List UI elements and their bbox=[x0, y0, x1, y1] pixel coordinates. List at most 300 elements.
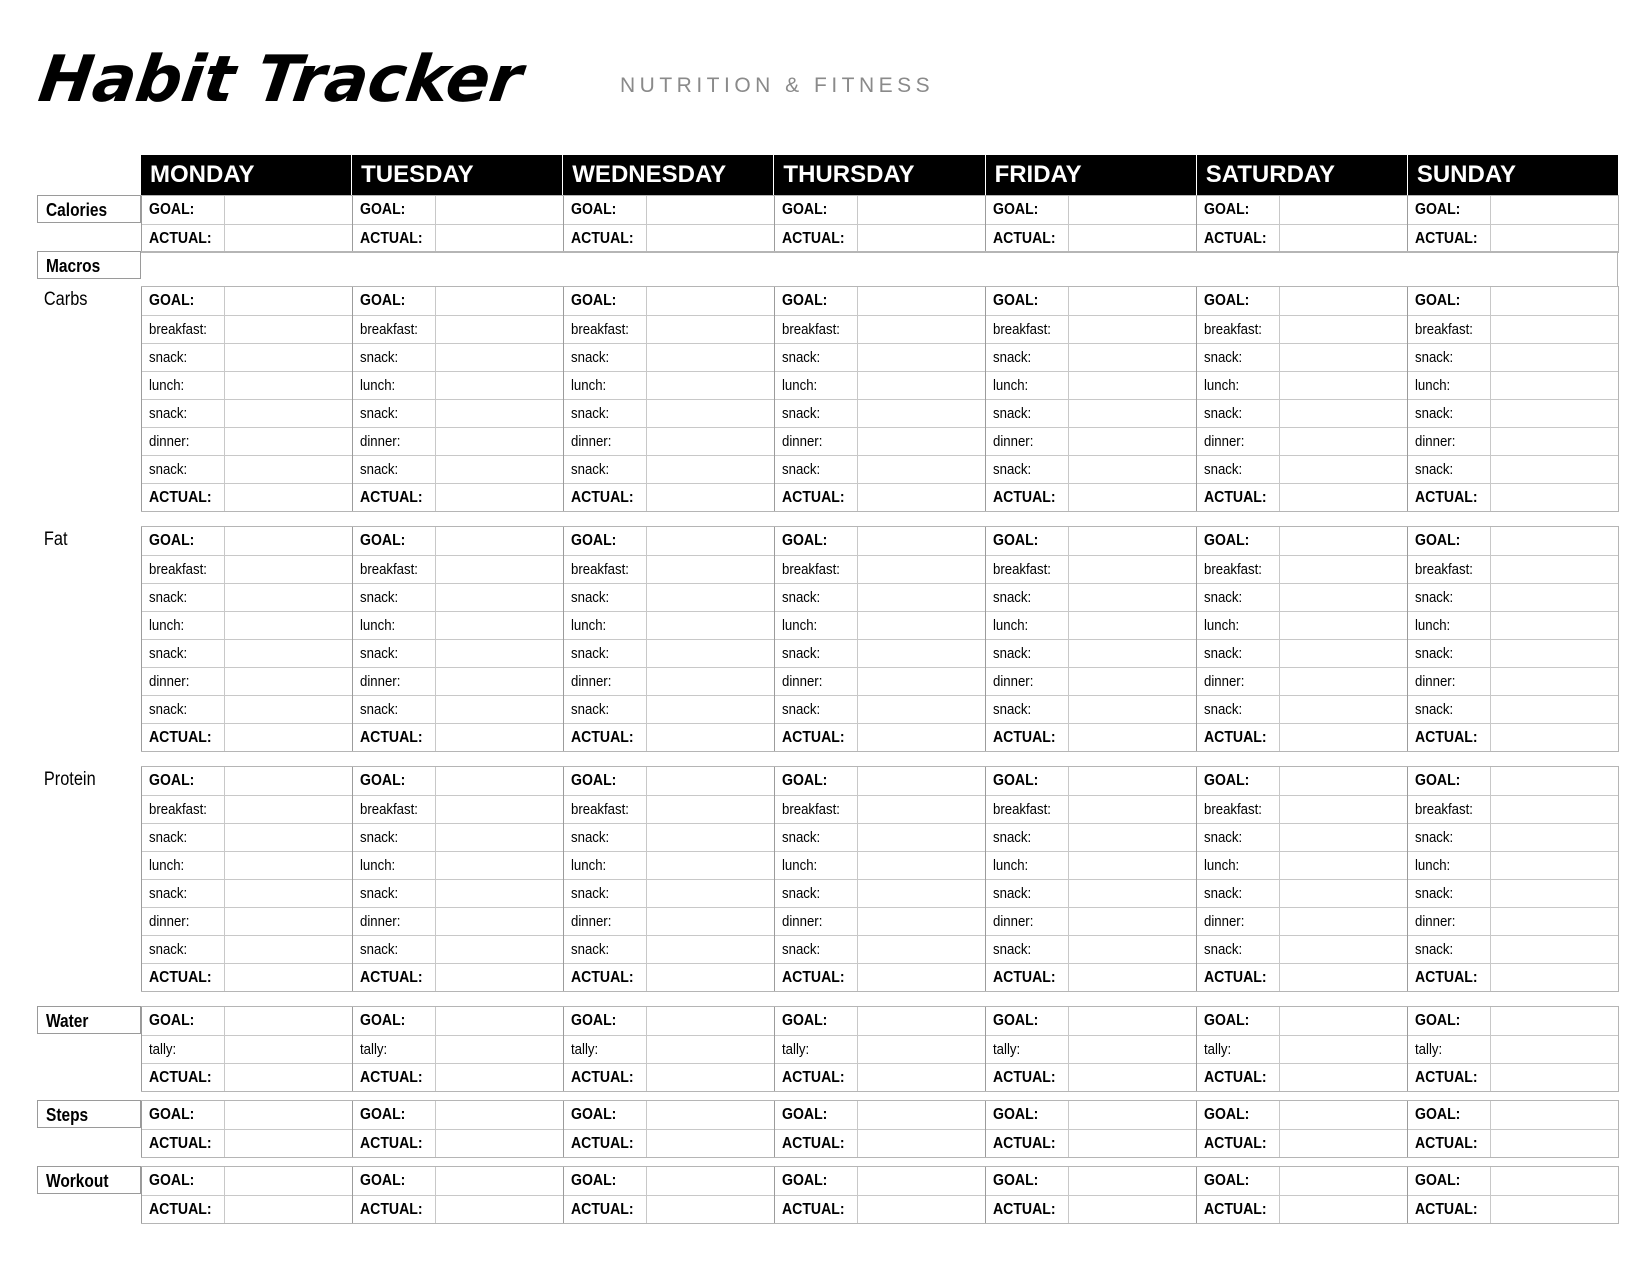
entry-cell[interactable] bbox=[1069, 1167, 1196, 1195]
entry-cell[interactable] bbox=[647, 372, 774, 399]
entry-cell[interactable] bbox=[225, 584, 352, 611]
entry-cell[interactable] bbox=[1280, 428, 1407, 455]
entry-cell[interactable] bbox=[647, 1196, 774, 1223]
entry-row-snack bbox=[775, 455, 985, 483]
entry-cell[interactable] bbox=[647, 852, 774, 879]
entry-cell[interactable] bbox=[436, 767, 563, 795]
entry-cell[interactable] bbox=[858, 612, 985, 639]
row-label-actual bbox=[1408, 225, 1491, 252]
row-label-snack bbox=[775, 936, 858, 963]
entry-row-snack bbox=[353, 935, 563, 963]
entry-cell[interactable] bbox=[436, 225, 563, 252]
entry-cell[interactable] bbox=[647, 584, 774, 611]
day-column-sunday bbox=[1407, 287, 1618, 511]
entry-cell[interactable] bbox=[1069, 1036, 1196, 1063]
entry-cell[interactable] bbox=[647, 767, 774, 795]
entry-cell[interactable] bbox=[1280, 1196, 1407, 1223]
entry-cell[interactable] bbox=[1069, 724, 1196, 751]
entry-cell[interactable] bbox=[1491, 767, 1618, 795]
entry-row-goal bbox=[775, 1007, 985, 1035]
entry-cell[interactable] bbox=[436, 880, 563, 907]
row-label-text: GOAL: bbox=[571, 1106, 617, 1123]
entry-row-snack bbox=[986, 823, 1196, 851]
row-label-text: dinner: bbox=[782, 433, 823, 450]
entry-cell[interactable] bbox=[858, 964, 985, 991]
entry-cell[interactable] bbox=[225, 964, 352, 991]
entry-cell[interactable] bbox=[225, 372, 352, 399]
entry-cell[interactable] bbox=[1280, 400, 1407, 427]
entry-cell[interactable] bbox=[1280, 1036, 1407, 1063]
entry-cell[interactable] bbox=[225, 316, 352, 343]
entry-cell[interactable] bbox=[1491, 1036, 1618, 1063]
entry-row-goal bbox=[353, 1101, 563, 1129]
entry-cell[interactable] bbox=[1491, 696, 1618, 723]
row-label-actual bbox=[1408, 1196, 1491, 1223]
entry-cell[interactable] bbox=[1491, 527, 1618, 555]
entry-cell[interactable] bbox=[1491, 936, 1618, 963]
entry-cell[interactable] bbox=[1491, 612, 1618, 639]
entry-cell[interactable] bbox=[1280, 668, 1407, 695]
section-grid-steps bbox=[141, 1100, 1619, 1158]
entry-cell[interactable] bbox=[1280, 372, 1407, 399]
entry-cell[interactable] bbox=[858, 1036, 985, 1063]
entry-cell[interactable] bbox=[436, 1130, 563, 1157]
entry-cell[interactable] bbox=[647, 225, 774, 252]
entry-cell[interactable] bbox=[858, 668, 985, 695]
entry-cell[interactable] bbox=[436, 1064, 563, 1091]
entry-cell[interactable] bbox=[647, 724, 774, 751]
row-label-text: ACTUAL: bbox=[993, 489, 1056, 506]
entry-cell[interactable] bbox=[436, 724, 563, 751]
entry-cell[interactable] bbox=[436, 1167, 563, 1195]
entry-cell[interactable] bbox=[225, 344, 352, 371]
entry-cell[interactable] bbox=[1069, 964, 1196, 991]
entry-cell[interactable] bbox=[436, 428, 563, 455]
entry-cell[interactable] bbox=[1491, 1167, 1618, 1195]
entry-cell[interactable] bbox=[225, 196, 352, 224]
entry-cell[interactable] bbox=[1491, 640, 1618, 667]
row-label-text: snack: bbox=[1415, 701, 1454, 718]
entry-cell[interactable] bbox=[225, 484, 352, 511]
entry-cell[interactable] bbox=[225, 1196, 352, 1223]
entry-cell[interactable] bbox=[858, 796, 985, 823]
entry-cell[interactable] bbox=[647, 824, 774, 851]
entry-cell[interactable] bbox=[858, 196, 985, 224]
row-label-text: GOAL: bbox=[782, 292, 828, 309]
entry-cell[interactable] bbox=[436, 1007, 563, 1035]
entry-cell[interactable] bbox=[1069, 556, 1196, 583]
entry-row-breakfast bbox=[986, 795, 1196, 823]
entry-cell[interactable] bbox=[1069, 767, 1196, 795]
entry-cell[interactable] bbox=[1491, 908, 1618, 935]
entry-cell[interactable] bbox=[436, 936, 563, 963]
entry-cell[interactable] bbox=[858, 584, 985, 611]
entry-cell[interactable] bbox=[1491, 456, 1618, 483]
entry-cell[interactable] bbox=[1491, 1064, 1618, 1091]
entry-cell[interactable] bbox=[1069, 796, 1196, 823]
row-label-breakfast bbox=[353, 556, 436, 583]
entry-cell[interactable] bbox=[647, 880, 774, 907]
row-label-text: breakfast: bbox=[1415, 801, 1473, 818]
entry-cell[interactable] bbox=[1069, 1064, 1196, 1091]
entry-cell[interactable] bbox=[1069, 527, 1196, 555]
row-label-snack bbox=[1197, 400, 1280, 427]
entry-cell[interactable] bbox=[1069, 372, 1196, 399]
entry-cell[interactable] bbox=[1280, 1064, 1407, 1091]
entry-cell[interactable] bbox=[436, 668, 563, 695]
entry-cell[interactable] bbox=[225, 668, 352, 695]
row-label-text: snack: bbox=[993, 829, 1032, 846]
entry-cell[interactable] bbox=[858, 696, 985, 723]
entry-cell[interactable] bbox=[436, 1036, 563, 1063]
entry-cell[interactable] bbox=[1069, 852, 1196, 879]
entry-cell[interactable] bbox=[1069, 696, 1196, 723]
entry-cell[interactable] bbox=[647, 1130, 774, 1157]
entry-cell[interactable] bbox=[436, 196, 563, 224]
day-column-saturday bbox=[1196, 1101, 1407, 1157]
entry-cell[interactable] bbox=[858, 556, 985, 583]
entry-row-actual bbox=[775, 963, 985, 991]
row-label-text: snack: bbox=[782, 885, 821, 902]
entry-cell[interactable] bbox=[1280, 1130, 1407, 1157]
entry-row-lunch bbox=[1408, 851, 1618, 879]
entry-cell[interactable] bbox=[1280, 196, 1407, 224]
entry-cell[interactable] bbox=[1069, 640, 1196, 667]
entry-cell[interactable] bbox=[1491, 225, 1618, 252]
entry-cell[interactable] bbox=[436, 527, 563, 555]
entry-cell[interactable] bbox=[225, 880, 352, 907]
entry-cell[interactable] bbox=[858, 767, 985, 795]
entry-cell[interactable] bbox=[1491, 1130, 1618, 1157]
entry-row-tally bbox=[986, 1035, 1196, 1063]
entry-row-snack bbox=[142, 639, 352, 667]
row-label-text: snack: bbox=[782, 941, 821, 958]
day-column-wednesday bbox=[563, 1007, 774, 1091]
row-label-snack bbox=[1408, 456, 1491, 483]
row-label-lunch bbox=[986, 612, 1069, 639]
entry-cell[interactable] bbox=[858, 724, 985, 751]
section-label-calories bbox=[37, 195, 141, 223]
entry-cell[interactable] bbox=[1491, 344, 1618, 371]
entry-cell[interactable] bbox=[858, 1007, 985, 1035]
entry-cell[interactable] bbox=[858, 640, 985, 667]
entry-cell[interactable] bbox=[858, 1101, 985, 1129]
entry-cell[interactable] bbox=[1491, 852, 1618, 879]
entry-cell[interactable] bbox=[1069, 400, 1196, 427]
entry-cell[interactable] bbox=[1280, 456, 1407, 483]
entry-cell[interactable] bbox=[225, 824, 352, 851]
entry-cell[interactable] bbox=[1069, 1196, 1196, 1223]
entry-cell[interactable] bbox=[858, 824, 985, 851]
entry-cell[interactable] bbox=[225, 640, 352, 667]
entry-cell[interactable] bbox=[1069, 225, 1196, 252]
entry-cell[interactable] bbox=[1491, 428, 1618, 455]
entry-cell[interactable] bbox=[858, 1064, 985, 1091]
entry-cell[interactable] bbox=[1491, 724, 1618, 751]
row-label-text: ACTUAL: bbox=[782, 729, 845, 746]
entry-cell[interactable] bbox=[858, 287, 985, 315]
entry-cell[interactable] bbox=[647, 796, 774, 823]
entry-cell[interactable] bbox=[225, 287, 352, 315]
entry-cell[interactable] bbox=[1491, 964, 1618, 991]
entry-cell[interactable] bbox=[225, 936, 352, 963]
entry-cell[interactable] bbox=[1069, 936, 1196, 963]
entry-cell[interactable] bbox=[1491, 796, 1618, 823]
entry-cell[interactable] bbox=[647, 640, 774, 667]
entry-cell[interactable] bbox=[436, 1196, 563, 1223]
day-header-monday: MONDAY bbox=[150, 161, 255, 188]
entry-cell[interactable] bbox=[1491, 196, 1618, 224]
entry-cell[interactable] bbox=[1491, 824, 1618, 851]
entry-cell[interactable] bbox=[1069, 344, 1196, 371]
entry-cell[interactable] bbox=[436, 612, 563, 639]
entry-row-tally bbox=[142, 1035, 352, 1063]
entry-cell[interactable] bbox=[225, 428, 352, 455]
entry-cell[interactable] bbox=[1280, 908, 1407, 935]
entry-cell[interactable] bbox=[436, 556, 563, 583]
entry-cell[interactable] bbox=[1280, 696, 1407, 723]
entry-cell[interactable] bbox=[647, 196, 774, 224]
row-label-goal bbox=[564, 287, 647, 315]
row-label-breakfast bbox=[142, 316, 225, 343]
entry-cell[interactable] bbox=[647, 1167, 774, 1195]
entry-cell[interactable] bbox=[647, 936, 774, 963]
entry-cell[interactable] bbox=[1280, 484, 1407, 511]
entry-cell[interactable] bbox=[647, 428, 774, 455]
entry-cell[interactable] bbox=[436, 316, 563, 343]
row-label-goal bbox=[775, 527, 858, 555]
entry-cell[interactable] bbox=[647, 456, 774, 483]
entry-cell[interactable] bbox=[1069, 287, 1196, 315]
row-label-text: ACTUAL: bbox=[782, 1135, 845, 1152]
entry-cell[interactable] bbox=[225, 1101, 352, 1129]
entry-cell[interactable] bbox=[647, 527, 774, 555]
entry-cell[interactable] bbox=[1280, 584, 1407, 611]
entry-cell[interactable] bbox=[858, 852, 985, 879]
row-label-text: snack: bbox=[360, 589, 399, 606]
entry-cell[interactable] bbox=[647, 612, 774, 639]
entry-cell[interactable] bbox=[647, 287, 774, 315]
entry-cell[interactable] bbox=[225, 527, 352, 555]
entry-cell[interactable] bbox=[436, 824, 563, 851]
entry-row-snack bbox=[1197, 639, 1407, 667]
entry-cell[interactable] bbox=[1069, 428, 1196, 455]
entry-cell[interactable] bbox=[647, 1101, 774, 1129]
row-label-snack bbox=[353, 936, 436, 963]
entry-cell[interactable] bbox=[225, 908, 352, 935]
entry-cell[interactable] bbox=[647, 316, 774, 343]
entry-cell[interactable] bbox=[1280, 936, 1407, 963]
entry-cell[interactable] bbox=[225, 1036, 352, 1063]
entry-cell[interactable] bbox=[1069, 1130, 1196, 1157]
row-label-text: ACTUAL: bbox=[571, 1201, 634, 1218]
entry-cell[interactable] bbox=[1069, 824, 1196, 851]
entry-cell[interactable] bbox=[1069, 316, 1196, 343]
entry-cell[interactable] bbox=[436, 400, 563, 427]
row-label-goal bbox=[142, 196, 225, 224]
entry-cell[interactable] bbox=[1280, 1101, 1407, 1129]
entry-cell[interactable] bbox=[1491, 1007, 1618, 1035]
entry-cell[interactable] bbox=[1069, 908, 1196, 935]
entry-cell[interactable] bbox=[1280, 852, 1407, 879]
entry-cell[interactable] bbox=[225, 456, 352, 483]
entry-cell[interactable] bbox=[858, 880, 985, 907]
entry-cell[interactable] bbox=[1491, 1196, 1618, 1223]
entry-cell[interactable] bbox=[1280, 316, 1407, 343]
entry-cell[interactable] bbox=[436, 287, 563, 315]
entry-cell[interactable] bbox=[436, 696, 563, 723]
entry-cell[interactable] bbox=[225, 612, 352, 639]
entry-cell[interactable] bbox=[1491, 668, 1618, 695]
entry-cell[interactable] bbox=[858, 527, 985, 555]
row-label-snack bbox=[142, 456, 225, 483]
entry-cell[interactable] bbox=[858, 400, 985, 427]
entry-cell[interactable] bbox=[647, 696, 774, 723]
entry-cell[interactable] bbox=[1280, 796, 1407, 823]
entry-row-actual bbox=[142, 963, 352, 991]
row-label-tally bbox=[1408, 1036, 1491, 1063]
entry-cell[interactable] bbox=[436, 908, 563, 935]
row-label-snack bbox=[1408, 936, 1491, 963]
entry-cell[interactable] bbox=[436, 640, 563, 667]
entry-cell[interactable] bbox=[858, 1130, 985, 1157]
entry-cell[interactable] bbox=[1280, 556, 1407, 583]
entry-cell[interactable] bbox=[1280, 344, 1407, 371]
entry-cell[interactable] bbox=[858, 936, 985, 963]
entry-cell[interactable] bbox=[225, 796, 352, 823]
row-label-actual bbox=[986, 964, 1069, 991]
entry-row-lunch bbox=[142, 611, 352, 639]
entry-cell[interactable] bbox=[1280, 1007, 1407, 1035]
entry-cell[interactable] bbox=[1491, 880, 1618, 907]
entry-cell[interactable] bbox=[647, 1007, 774, 1035]
entry-cell[interactable] bbox=[225, 1130, 352, 1157]
entry-cell[interactable] bbox=[1069, 880, 1196, 907]
entry-cell[interactable] bbox=[225, 556, 352, 583]
entry-cell[interactable] bbox=[225, 852, 352, 879]
row-label-snack bbox=[353, 456, 436, 483]
entry-cell[interactable] bbox=[1280, 612, 1407, 639]
entry-cell[interactable] bbox=[858, 428, 985, 455]
entry-cell[interactable] bbox=[858, 225, 985, 252]
entry-cell[interactable] bbox=[225, 767, 352, 795]
entry-cell[interactable] bbox=[1069, 584, 1196, 611]
entry-row-goal bbox=[564, 287, 774, 315]
row-label-goal bbox=[142, 527, 225, 555]
entry-cell[interactable] bbox=[1280, 287, 1407, 315]
row-label-actual bbox=[775, 225, 858, 252]
entry-row-dinner bbox=[353, 907, 563, 935]
row-label-actual bbox=[1197, 225, 1280, 252]
entry-cell[interactable] bbox=[1491, 584, 1618, 611]
row-label-goal bbox=[986, 1167, 1069, 1195]
entry-cell[interactable] bbox=[1491, 372, 1618, 399]
entry-cell[interactable] bbox=[647, 964, 774, 991]
entry-cell[interactable] bbox=[858, 456, 985, 483]
entry-cell[interactable] bbox=[436, 796, 563, 823]
entry-row-snack bbox=[564, 583, 774, 611]
entry-row-snack bbox=[353, 583, 563, 611]
entry-cell[interactable] bbox=[1280, 640, 1407, 667]
entry-cell[interactable] bbox=[1069, 196, 1196, 224]
entry-row-actual bbox=[353, 963, 563, 991]
entry-cell[interactable] bbox=[1491, 287, 1618, 315]
row-label-snack bbox=[1408, 880, 1491, 907]
entry-cell[interactable] bbox=[858, 344, 985, 371]
entry-cell[interactable] bbox=[225, 696, 352, 723]
entry-row-goal bbox=[775, 196, 985, 224]
row-label-text: GOAL: bbox=[571, 1012, 617, 1029]
entry-cell[interactable] bbox=[225, 400, 352, 427]
entry-row-actual bbox=[775, 483, 985, 511]
entry-cell[interactable] bbox=[647, 668, 774, 695]
row-label-text: ACTUAL: bbox=[149, 969, 212, 986]
entry-cell[interactable] bbox=[1069, 612, 1196, 639]
entry-cell[interactable] bbox=[1069, 1007, 1196, 1035]
entry-cell[interactable] bbox=[647, 1036, 774, 1063]
entry-cell[interactable] bbox=[1280, 724, 1407, 751]
entry-cell[interactable] bbox=[1069, 484, 1196, 511]
entry-cell[interactable] bbox=[1280, 964, 1407, 991]
entry-cell[interactable] bbox=[1280, 1167, 1407, 1195]
entry-cell[interactable] bbox=[225, 1167, 352, 1195]
entry-cell[interactable] bbox=[1491, 316, 1618, 343]
entry-cell[interactable] bbox=[858, 1196, 985, 1223]
entry-cell[interactable] bbox=[647, 908, 774, 935]
row-label-text: dinner: bbox=[993, 433, 1034, 450]
entry-cell[interactable] bbox=[1491, 556, 1618, 583]
day-column-tuesday bbox=[352, 527, 563, 751]
entry-row-lunch bbox=[1197, 851, 1407, 879]
entry-cell[interactable] bbox=[1280, 824, 1407, 851]
entry-cell[interactable] bbox=[858, 908, 985, 935]
entry-cell[interactable] bbox=[436, 852, 563, 879]
entry-cell[interactable] bbox=[225, 225, 352, 252]
entry-cell[interactable] bbox=[1069, 1101, 1196, 1129]
entry-cell[interactable] bbox=[436, 1101, 563, 1129]
entry-cell[interactable] bbox=[1069, 668, 1196, 695]
row-label-text: ACTUAL: bbox=[1204, 230, 1267, 247]
entry-cell[interactable] bbox=[436, 456, 563, 483]
entry-cell[interactable] bbox=[1491, 1101, 1618, 1129]
row-label-goal bbox=[142, 287, 225, 315]
entry-cell[interactable] bbox=[858, 1167, 985, 1195]
entry-cell[interactable] bbox=[436, 372, 563, 399]
entry-cell[interactable] bbox=[1280, 527, 1407, 555]
entry-cell[interactable] bbox=[1280, 225, 1407, 252]
entry-cell[interactable] bbox=[225, 724, 352, 751]
entry-cell[interactable] bbox=[858, 316, 985, 343]
entry-cell[interactable] bbox=[436, 344, 563, 371]
entry-cell[interactable] bbox=[647, 344, 774, 371]
entry-cell[interactable] bbox=[1491, 484, 1618, 511]
entry-cell[interactable] bbox=[436, 584, 563, 611]
entry-cell[interactable] bbox=[647, 484, 774, 511]
entry-cell[interactable] bbox=[858, 372, 985, 399]
entry-cell[interactable] bbox=[436, 484, 563, 511]
entry-cell[interactable] bbox=[1491, 400, 1618, 427]
entry-cell[interactable] bbox=[1069, 456, 1196, 483]
entry-cell[interactable] bbox=[647, 556, 774, 583]
entry-cell[interactable] bbox=[436, 964, 563, 991]
entry-cell[interactable] bbox=[225, 1064, 352, 1091]
entry-cell[interactable] bbox=[858, 484, 985, 511]
entry-cell[interactable] bbox=[647, 400, 774, 427]
entry-cell[interactable] bbox=[647, 1064, 774, 1091]
entry-cell[interactable] bbox=[225, 1007, 352, 1035]
entry-cell[interactable] bbox=[1280, 767, 1407, 795]
entry-cell[interactable] bbox=[1280, 880, 1407, 907]
